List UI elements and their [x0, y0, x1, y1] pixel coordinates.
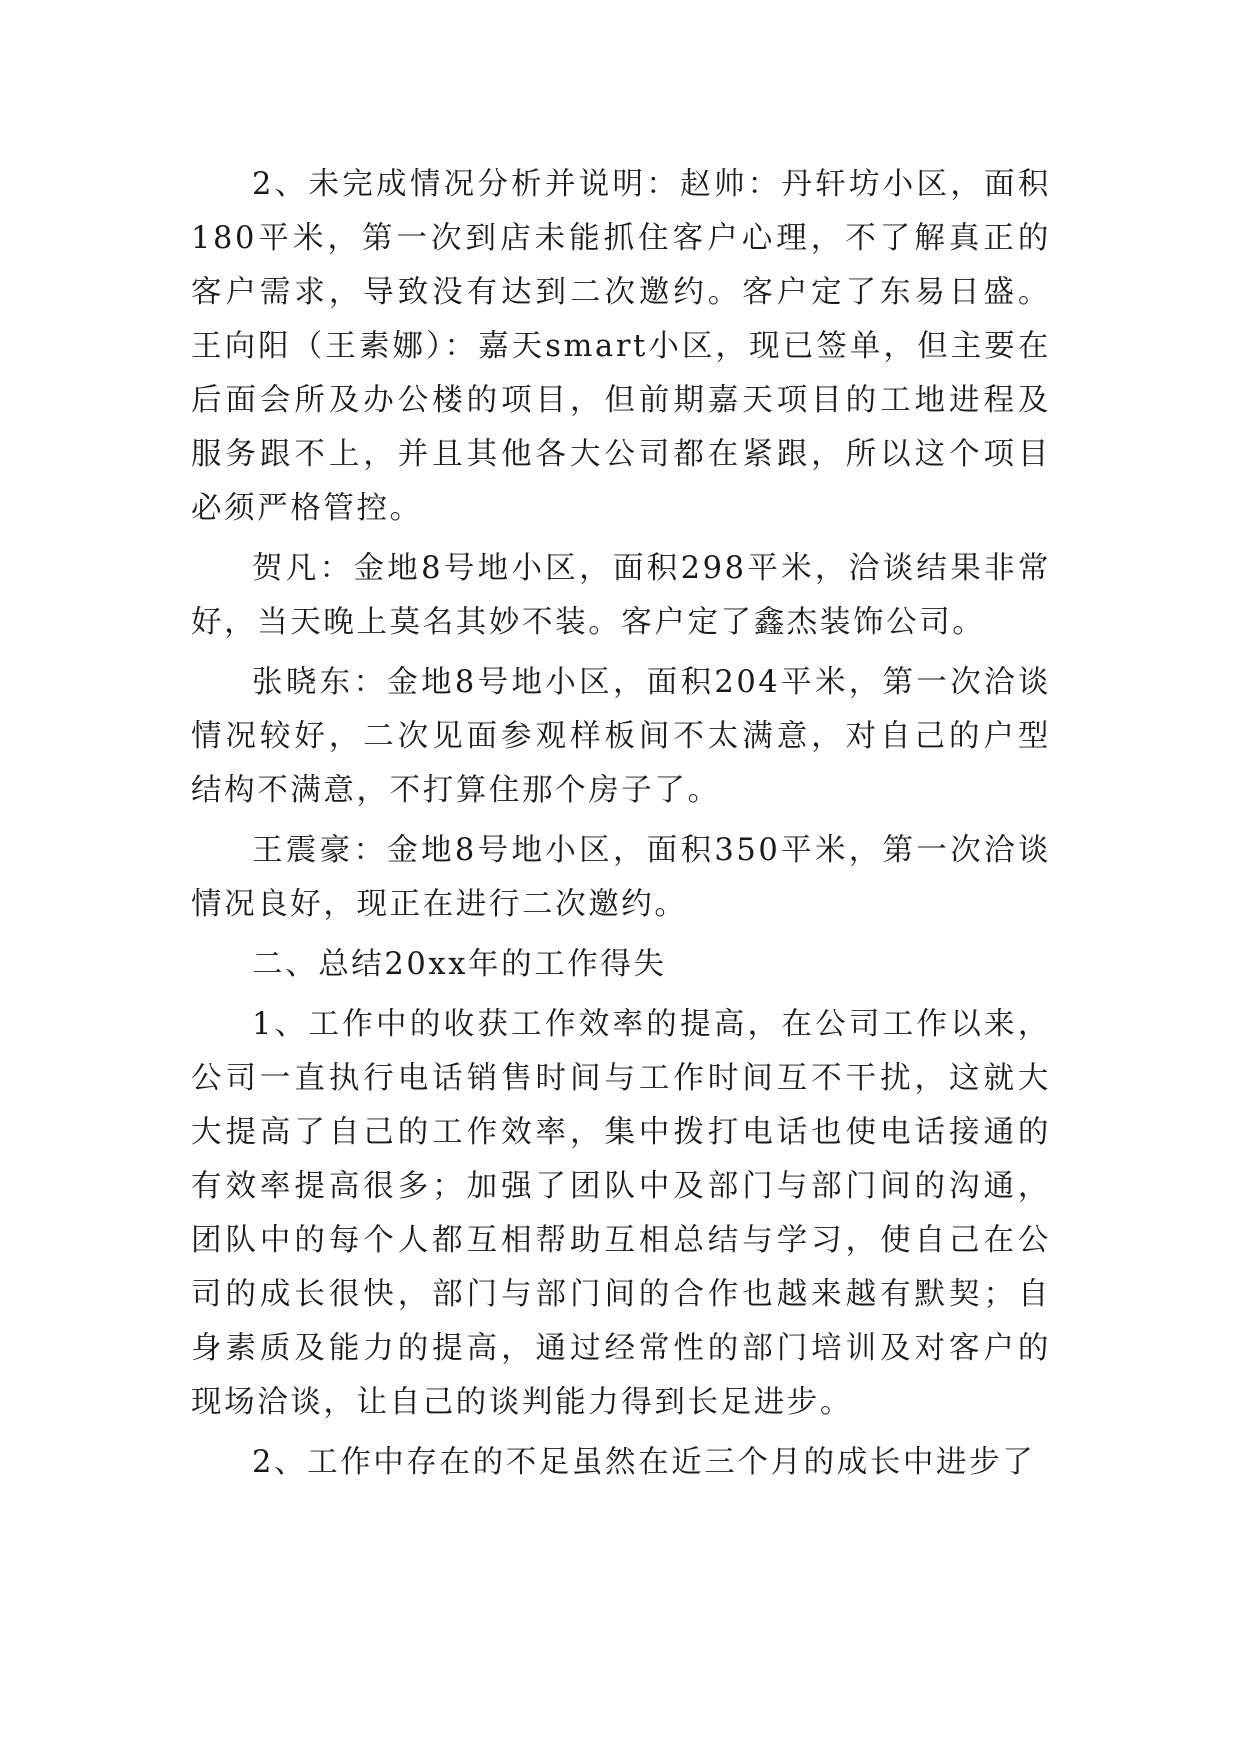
paragraph-wangzhenhao: 王震豪：金地8号地小区，面积350平米，第一次洽谈情况良好，现正在进行二次邀约。 [191, 833, 1051, 922]
paragraph-hefan: 贺凡：金地8号地小区，面积298平米，洽谈结果非常好，当天晚上莫名其妙不装。客户定了鑫杰装饰公司。 [191, 551, 1051, 640]
paragraph-work-shortcomings: 2、工作中存在的不足虽然在近三个月的成长中进步了 [252, 1445, 1036, 1480]
section-heading-summary: 二、总结20xx年的工作得失 [252, 947, 667, 982]
paragraph-zhangxiaodong: 张晓东：金地8号地小区，面积204平米，第一次洽谈情况较好，二次见面参观样板间不太满意，对自己的户型结构不满意，不打算住那个房子了。 [191, 665, 1051, 808]
document-body [191, 158, 1051, 1496]
paragraph-unfinished-analysis: 2、未完成情况分析并说明：赵帅：丹轩坊小区，面积180平米，第一次到店未能抓住客户心理，不了解真正的客户需求，导致没有达到二次邀约。客户定了东易日盛。王向阳（王素娜）：嘉天smart小区，现已签单，但主要在后面会所及办公楼的项目，但前期嘉天项目的工地进程及服务跟不上，并且其他各大公司都在紧跟，所以这个项目必须严格管控。 [191, 167, 1051, 526]
paragraph-work-gains: 1、工作中的收获工作效率的提高，在公司工作以来，公司一直执行电话销售时间与工作时间互不干扰，这就大大提高了自己的工作效率，集中拨打电话也使电话接通的有效率提高很多；加强了团队中及部门与部门间的沟通，团队中的每个人都互相帮助互相总结与学习，使自己在公司的成长很快，部门与部门间的合作也越来越有默契；自身素质及能力的提高，通过经常性的部门培训及对客户的现场洽谈，让自己的谈判能力得到长足进步。 [191, 1007, 1051, 1420]
